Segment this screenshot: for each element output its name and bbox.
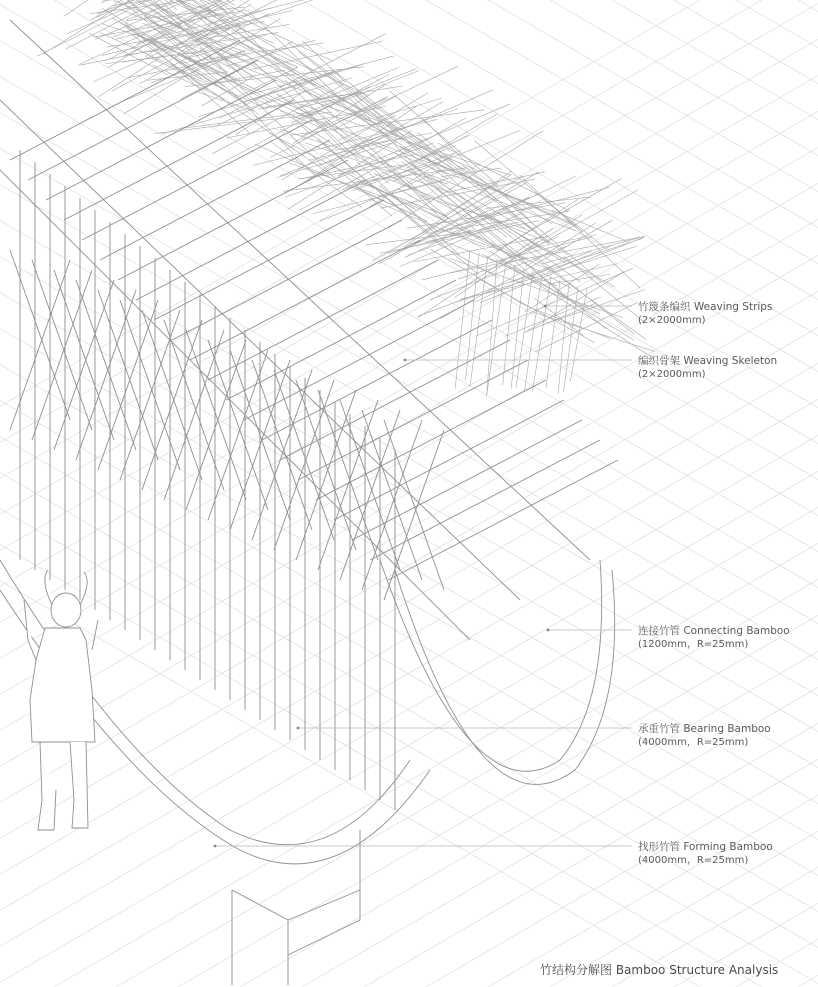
bracing — [384, 420, 444, 590]
bracing — [76, 290, 136, 460]
weaving-strip — [198, 64, 364, 117]
bracing — [186, 330, 246, 500]
connecting-bamboo — [208, 260, 438, 380]
bracing — [10, 250, 70, 420]
weaving-strip — [418, 251, 592, 316]
grid-line — [798, 0, 818, 987]
forming-bamboo-spec: (4000mm，R=25mm) — [638, 855, 749, 866]
bracing — [32, 260, 92, 430]
weaving-strip — [200, 48, 330, 173]
grid-line — [302, 0, 818, 987]
bracing — [274, 370, 334, 540]
connecting-bamboo-spec: (1200mm，R=25mm) — [638, 639, 749, 650]
bracing — [98, 290, 158, 460]
bracing — [340, 400, 400, 570]
label-forming-bamboo — [638, 840, 773, 868]
grid-line — [488, 0, 818, 987]
weaving-strip-end — [503, 265, 515, 385]
grid-line — [426, 0, 818, 987]
weaving-strip — [520, 175, 641, 288]
label-weaving-strips — [638, 300, 772, 328]
weaving-strip-end — [524, 274, 542, 392]
bracing — [120, 300, 180, 470]
grid-line — [426, 0, 818, 987]
weaving-strip — [318, 138, 442, 246]
weaving-strip — [139, 35, 250, 107]
leader-lines — [215, 306, 632, 846]
connecting-bamboo — [334, 400, 564, 520]
grid-line — [550, 0, 818, 987]
weaving-strip — [260, 47, 369, 96]
bracing — [274, 380, 334, 550]
weaving-strips-name: 竹篾条编织 Weaving Strips — [638, 301, 773, 313]
weaving-strip — [280, 110, 337, 146]
grid-line — [240, 0, 818, 987]
weaving-strip — [329, 162, 392, 217]
grid-line — [674, 0, 818, 987]
label-bearing-bamboo — [638, 722, 771, 750]
weaving-strip — [266, 57, 361, 110]
grid-line — [364, 0, 818, 987]
grid-line — [612, 0, 818, 987]
bracing — [252, 360, 312, 530]
bracing — [318, 400, 378, 570]
weaving-strip — [219, 34, 386, 119]
grid-line — [736, 0, 818, 987]
bracing — [142, 310, 202, 480]
label-connecting-bamboo — [638, 624, 790, 652]
connecting-bamboo — [100, 140, 330, 260]
weaving-strip — [380, 179, 535, 208]
connecting-bamboo — [136, 180, 366, 300]
bracing — [362, 420, 422, 590]
connecting-bamboo — [154, 200, 384, 320]
grid-line — [550, 0, 818, 987]
weaving-strip — [438, 244, 498, 278]
bracing — [32, 270, 92, 440]
bracing — [318, 390, 378, 560]
forming-bamboo — [380, 560, 602, 771]
bracing — [384, 430, 444, 600]
weaving-strip — [94, 27, 216, 81]
bracing — [362, 410, 422, 580]
connecting-bamboo — [10, 40, 240, 160]
weaving-strip — [497, 179, 622, 251]
grid-line — [798, 0, 818, 987]
connecting-bamboo — [64, 100, 294, 220]
weaving-strip — [534, 298, 583, 336]
grid-line — [364, 0, 818, 987]
connecting-bamboo-name: 连接竹管 Connecting Bamboo — [638, 625, 790, 637]
weaving-strip — [400, 213, 523, 267]
weaving-strip — [393, 130, 520, 181]
bracing — [54, 270, 114, 440]
weaving-strip — [432, 194, 540, 236]
grid-line — [674, 0, 818, 987]
weaving-strips-spec: (2×2000mm) — [638, 315, 706, 326]
weaving-strip — [494, 218, 566, 263]
bearing-bamboo-name: 承重竹管 Bearing Bamboo — [638, 723, 771, 735]
label-weaving-skeleton — [638, 354, 777, 382]
grid-line — [736, 0, 818, 987]
connecting-bamboo — [262, 320, 492, 440]
connecting-bamboo — [190, 240, 420, 360]
bracing — [252, 370, 312, 540]
connecting-bamboo — [118, 160, 348, 280]
human-figure — [24, 570, 98, 830]
bracing — [120, 310, 180, 480]
forming-bamboo-name: 找形竹管 Forming Bamboo — [638, 841, 773, 853]
weaving-skeleton-spec: (2×2000mm) — [638, 369, 706, 380]
connecting-bamboo — [280, 340, 510, 460]
grid-line — [240, 0, 818, 987]
grid-line — [612, 0, 818, 987]
weaving-strip — [476, 268, 633, 336]
weaving-strip — [145, 9, 217, 57]
bracing — [98, 300, 158, 470]
connecting-bamboo — [172, 220, 402, 340]
connecting-bamboo — [226, 280, 456, 400]
weaving-skeleton-name: 编织骨架 Weaving Skeleton — [638, 355, 778, 367]
bearing-bamboo-spec: (4000mm，R=25mm) — [638, 737, 749, 748]
weaving-strip — [506, 190, 639, 264]
weaving-strip-end — [532, 277, 551, 392]
connecting-bamboo — [388, 460, 618, 580]
figure-caption: 竹结构分解图 Bamboo Structure Analysis — [540, 963, 779, 977]
grid-line — [488, 0, 818, 987]
weaving-strip-end — [487, 262, 506, 394]
bracing — [76, 280, 136, 450]
grid-line — [302, 0, 818, 987]
bracing — [10, 260, 70, 430]
